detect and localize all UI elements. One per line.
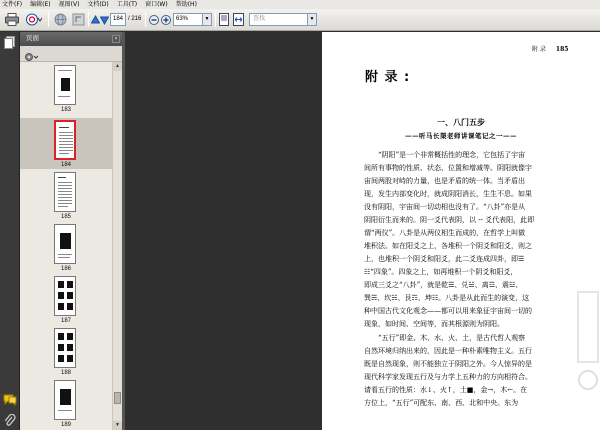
photo-preview [61,78,70,91]
thumbnail-page-186[interactable] [20,224,112,274]
page-count: / 216 [128,16,142,22]
panel-options-bar [20,46,122,62]
running-header [532,44,568,53]
navigation-strip [0,32,20,430]
options-menu-icon[interactable] [24,49,38,59]
photo-preview [60,389,71,405]
thumbnail-page-189[interactable] [20,380,112,430]
menu-help[interactable]: 帮助(H) [175,1,197,8]
section-title: 一、八门五步 [437,118,485,127]
menu-document[interactable]: 文档(D) [87,1,109,8]
select-hand-icon[interactable] [70,11,86,28]
appendix-title: 附 录 : [365,70,411,85]
page-number-input[interactable]: 184 [110,13,126,26]
thumbnail-label: 186 [60,266,71,272]
menu-window[interactable]: 窗口(W) [145,1,168,8]
section-subtitle: ——听马长渠老师讲课笔记之一—— [405,132,517,140]
thumbnail-page-184[interactable] [20,118,112,169]
comments-icon[interactable] [3,393,17,405]
thumbnail-label: 185 [60,214,71,220]
thumbnail-label: 188 [60,370,71,376]
body-line: “五行”即金、木、水、火、土，是古代哲人观察 [378,334,526,342]
body-line: “阴阳”是一个非常概括性的理念，它包括了宇宙 [378,151,526,159]
menu-bar [0,0,600,9]
watermark-logo [570,272,600,392]
body-line: 谓“两仪”。八卦是从两仪相生而成的，在哲学上叫做 [364,229,526,237]
zoom-level-field[interactable]: 63% [173,13,203,26]
running-head: 附 录 [532,46,546,53]
thumbnail-page-183[interactable] [20,65,112,115]
body-line: 阴阳衍生而来的。阴一爻代表阴，以 -- 爻代表阳，此即 [364,216,535,224]
body-line: 现，发生内部变化时，就成阴阳消长，生生不息。如果 [364,190,532,198]
next-page-icon[interactable] [100,11,109,28]
thumbnail-label: 189 [60,422,71,428]
body-line: 巽☴、坎☵、艮☶、坤☷。八卦是从此而生的演变，这 [364,294,530,302]
search-dropdown-arrow-icon[interactable]: ▼ [308,13,317,26]
menu-file[interactable]: 文件(F) [2,1,23,8]
scroll-down-arrow-icon[interactable]: ▼ [113,421,122,430]
scroll-up-arrow-icon[interactable]: ▲ [113,62,122,71]
body-line: 种中国古代文化观念——都可以用来象征宇宙间一切的 [364,307,532,315]
pages-panel-icon[interactable] [4,36,16,50]
thumbnail-page-187[interactable] [20,276,112,326]
body-line: 既是自然现象，则不能独立于阴阳之外。今人惊异的是 [364,360,532,368]
menu-tools[interactable]: 工具(T) [116,1,138,8]
menu-view[interactable]: 视图(V) [58,1,80,8]
scrollbar-thumb[interactable] [114,392,121,404]
email-icon[interactable] [24,11,44,28]
thumbnail-label: 184 [60,162,71,168]
body-line: 自然环境归纳出来的，因此是一种朴素唯物主义。五行 [364,347,532,355]
toolbar [0,9,600,31]
thumbnail-list [20,62,112,430]
fit-width-icon[interactable] [232,11,244,28]
body-line: 上，也堆积一个阴爻和阳爻，此二爻连成四卦，即☰ [364,255,525,263]
page-number: 185 [555,46,569,53]
panel-title: 页面 [20,32,122,46]
zoom-out-icon[interactable] [149,11,159,28]
body-line: ☷“四象”。四象之上，如再堆积一个阴爻和阳爻， [364,268,518,276]
body-line: 没有阴阳，宇宙间一切动相也没有了。“八卦”亦是从 [364,203,526,211]
search-input[interactable]: 查找 [249,13,308,26]
globe-icon[interactable] [52,11,68,28]
zoom-dropdown-arrow-icon[interactable]: ▼ [203,13,212,26]
thumbnail-label: 187 [60,318,71,324]
body-line: 现象，如时间、空间等，而其根源则为阴阳。 [364,320,504,328]
fit-page-icon[interactable] [218,11,230,28]
body-line: 请看五行的性质：水↓、火↑，土■，金→，木←。在 [364,386,528,394]
attachments-icon[interactable] [4,414,16,428]
photo-preview [60,233,71,249]
thumbnail-page-185[interactable] [20,172,112,222]
pages-panel [20,32,122,430]
body-line: 宙间两股对峙的力量，也是矛盾的统一体。当矛盾出 [364,177,525,185]
body-line: 堆积法。如在阳爻之上，各堆积一个阴爻和阳爻，则之 [364,242,532,250]
body-line: 现代科学家发现五行及与力学上五种力的方向相符合。 [364,373,532,381]
body-line: 间所有事物的性质、状态、位置和增减等。阴阳就像宇 [364,164,532,172]
print-icon[interactable] [4,11,20,28]
thumbnail-page-188[interactable] [20,328,112,378]
document-page [322,32,600,430]
body-line: 方位上，“五行”可配东、南、西、北和中央。东为 [364,399,519,407]
thumbnail-label: 183 [60,107,71,113]
thumbnail-scrollbar[interactable] [112,62,122,430]
menu-edit[interactable]: 编辑(E) [30,1,51,8]
previous-page-icon[interactable] [91,11,100,28]
body-line: 即成三爻之“八卦”，就是乾☰、兑☱、离☲、震☳、 [364,281,523,289]
zoom-in-icon[interactable] [161,11,171,28]
close-icon[interactable]: × [112,35,120,43]
